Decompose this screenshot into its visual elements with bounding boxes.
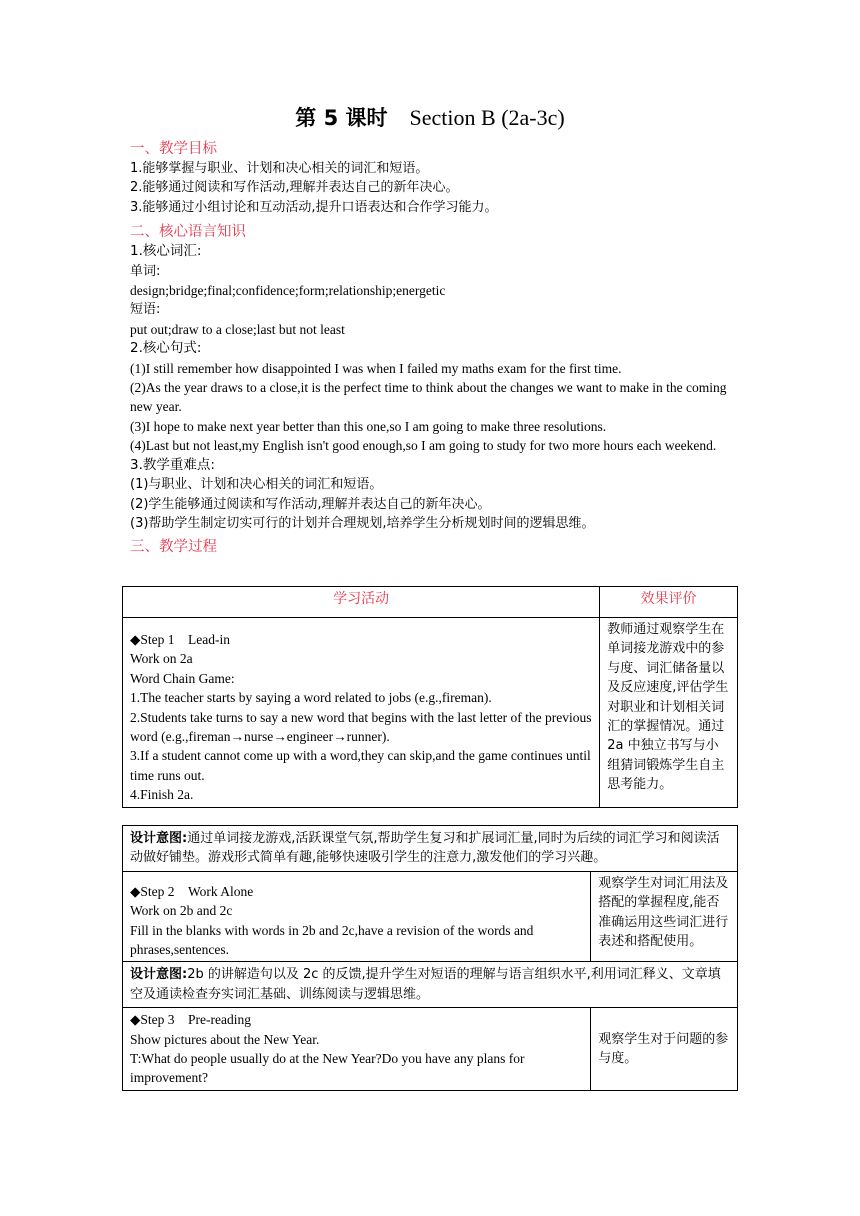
col-header-eval: 效果评价 xyxy=(600,587,738,618)
design-intent-1-cell xyxy=(123,826,738,872)
words-list: design;bridge;final;confidence;form;relationship;energetic xyxy=(130,283,446,299)
step3-activity-cell xyxy=(123,1008,591,1091)
sentence-item: (4)Last but not least,my English isn't good enough,so I am going to study for two more hours each weekend. xyxy=(130,438,717,454)
keypoint-item: (3)帮助学生制定切实可行的计划并合理规划,培养学生分析规划时间的逻辑思维。 xyxy=(130,515,595,531)
table-row xyxy=(123,826,738,872)
col-header-activity: 学习活动 xyxy=(123,587,600,618)
sentence-item: (2)As the year draws to a close,it is the perfect time to think about the changes we want to make in the coming new year. xyxy=(130,380,727,415)
keypoint-item: (2)学生能够通过阅读和写作活动,理解并表达自己的新年决心。 xyxy=(130,496,491,512)
step1-line: 1.The teacher starts by saying a word related to jobs (e.g.,fireman). xyxy=(130,690,492,706)
design-intent-text: 2b 的讲解造句以及 2c 的反馈,提升学生对短语的理解与语言组织水平,利用词汇释义、文章填空及通读检查夯实词汇基础、训练阅读与逻辑思维。 xyxy=(130,967,721,1002)
title-chinese: 第 5 课时 xyxy=(295,106,388,130)
sentences-title: 2.核心句式: xyxy=(130,340,202,357)
keypoints-title: 3.教学重难点: xyxy=(130,456,215,473)
step3-line: Show pictures about the New Year. xyxy=(130,1031,320,1047)
step1-title: ◆Step 1 Lead-in xyxy=(130,632,230,647)
section-heading-objectives: 一、教学目标 xyxy=(130,141,217,157)
table-row xyxy=(123,871,738,962)
process-table-1 xyxy=(122,586,738,808)
section-heading-process: 三、教学过程 xyxy=(130,539,217,556)
design-intent-2-cell xyxy=(123,962,738,1008)
sentence-item: (1)I still remember how disappointed I was when I failed my maths exam for the first time. xyxy=(130,360,622,376)
step1-line: Work on 2a xyxy=(130,651,193,667)
step1-line: 4.Finish 2a. xyxy=(130,787,194,803)
step3-line: T:What do people usually do at the New Year?Do you have any plans for improvement? xyxy=(130,1051,525,1086)
step3-eval-cell: 观察学生对于问题的参与度。 xyxy=(591,1008,738,1091)
objective-item: 1.能够掌握与职业、计划和决心相关的词汇和短语。 xyxy=(130,161,429,176)
process-table-2 xyxy=(122,825,738,1091)
table-row xyxy=(123,962,738,1008)
table-row xyxy=(123,618,738,808)
vocab-title: 1.核心词汇: xyxy=(130,243,202,260)
design-intent-label: 设计意图: xyxy=(130,831,188,846)
step1-line: 3.If a student cannot come up with a word,they can skip,and the game continues until time runs out. xyxy=(130,748,591,783)
keypoint-item: (1)与职业、计划和决心相关的词汇和短语。 xyxy=(130,477,383,493)
title-english: Section B (2a-3c) xyxy=(409,105,565,130)
design-intent-label: 设计意图: xyxy=(130,967,188,983)
table-header-row xyxy=(123,587,738,618)
step2-line: Work on 2b and 2c xyxy=(130,903,233,919)
step2-activity-cell xyxy=(123,871,591,962)
step1-activity-cell xyxy=(123,618,600,808)
step1-eval-cell: 教师通过观察学生在单词接龙游戏中的参与度、词汇储备量以及反应速度,评估学生对职业和计划相关词汇的掌握情况。通过 2a 中独立书写与小组猜词锻炼学生自主思考能力。 xyxy=(600,618,738,808)
step2-eval-cell: 观察学生对词汇用法及搭配的掌握程度,能否准确运用这些词汇进行表述和搭配使用。 xyxy=(591,871,738,962)
phrases-list: put out;draw to a close;last but not least xyxy=(130,321,345,337)
step2-line: Fill in the blanks with words in 2b and 2c,have a revision of the words and phrases,sentences. xyxy=(130,922,534,958)
page-title xyxy=(0,103,860,133)
sentence-item: (3)I hope to make next year better than this one,so I am going to make three resolutions. xyxy=(130,418,607,434)
objective-item: 3.能够通过小组讨论和互动活动,提升口语表达和合作学习能力。 xyxy=(130,199,498,215)
step1-line: 2.Students take turns to say a new word that begins with the last letter of the previous word (e.g.,fireman→nurse→engineer→runner). xyxy=(130,709,592,745)
phrases-label: 短语: xyxy=(130,302,161,318)
table-row xyxy=(123,1008,738,1091)
step2-title: ◆Step 2 Work Alone xyxy=(130,883,254,899)
design-intent-text: 通过单词接龙游戏,活跃课堂气氛,帮助学生复习和扩展词汇量,同时为后续的词汇学习和阅读活动做好铺垫。游戏形式简单有趣,能够快速吸引学生的注意力,激发他们的学习兴趣。 xyxy=(130,831,720,866)
document-body xyxy=(130,137,738,557)
words-label: 单词: xyxy=(130,263,161,279)
section-heading-language: 二、核心语言知识 xyxy=(130,224,246,241)
step1-line: Word Chain Game: xyxy=(130,670,235,686)
step3-title: ◆Step 3 Pre-reading xyxy=(130,1012,251,1028)
objective-item: 2.能够通过阅读和写作活动,理解并表达自己的新年决心。 xyxy=(130,180,459,196)
